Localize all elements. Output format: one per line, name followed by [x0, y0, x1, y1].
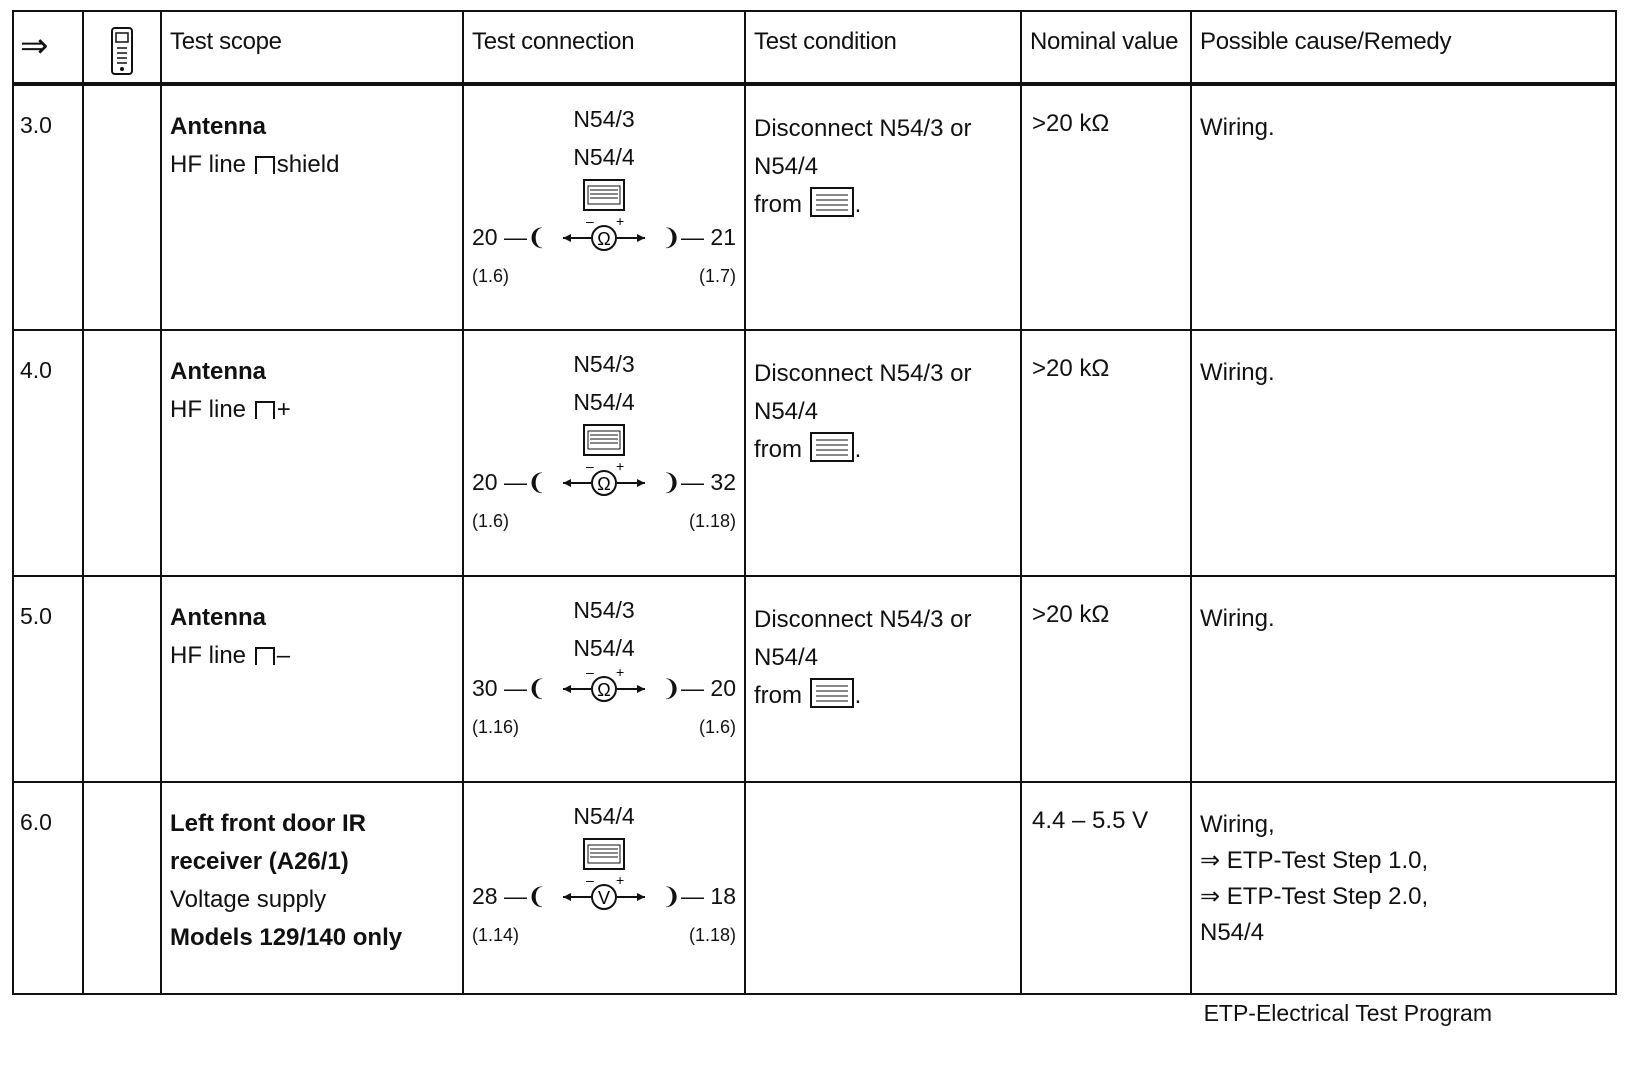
svg-text:Ω: Ω [597, 229, 611, 249]
scope-models: Models 129/140 only [170, 924, 403, 951]
step-number: 3.0 [20, 112, 52, 138]
right-pin-ref: (1.18) [688, 925, 736, 945]
scope-detail: HF line shield [170, 151, 340, 178]
scope-title: receiver (A26/1) [170, 848, 349, 875]
header-possible-cause: Possible cause/Remedy [1200, 28, 1452, 55]
header-tester-cell [83, 11, 161, 84]
svg-text:–: – [586, 875, 594, 888]
svg-text:–: – [586, 667, 594, 680]
left-pin: 20 —❨ [472, 224, 547, 250]
box-symbol-icon [255, 401, 275, 419]
connector-label: N54/4 [573, 803, 635, 829]
connector-label: N54/3 [573, 106, 635, 132]
test-scope [162, 783, 462, 957]
box-symbol-icon [255, 156, 275, 174]
left-pin: 28 —❨ [472, 883, 547, 909]
header-test-condition: Test condition [754, 28, 897, 55]
svg-text:+: + [616, 216, 625, 229]
cause-line: Wiring, [1200, 811, 1275, 838]
test-condition: Disconnect N54/3 or N54/4 from . [754, 360, 972, 463]
step-number: 5.0 [20, 603, 52, 629]
scope-title: Antenna [170, 113, 266, 140]
control-unit-icon [809, 677, 855, 709]
nominal-value: 4.4 – 5.5 V [1032, 807, 1149, 834]
box-symbol-icon [255, 647, 275, 665]
tester-cell [83, 84, 161, 330]
test-condition: Disconnect N54/3 or N54/4 from . [754, 606, 972, 709]
left-pin-ref: (1.6) [472, 266, 510, 286]
table-row [13, 330, 1616, 576]
test-scope [162, 86, 462, 184]
svg-text:–: – [586, 216, 594, 229]
test-table [12, 10, 1617, 995]
left-pin-ref: (1.16) [472, 717, 520, 737]
svg-text:V: V [597, 888, 611, 908]
possible-cause: Wiring. [1200, 605, 1275, 632]
right-pin: ❩— 21 [661, 224, 736, 250]
svg-text:+: + [616, 461, 625, 474]
footer-title: ETP-Electrical Test Program [1203, 1000, 1492, 1026]
connector-label: N54/4 [573, 144, 635, 170]
cause-link[interactable]: ⇒ ETP-Test Step 1.0, [1200, 847, 1429, 874]
right-pin-ref: (1.18) [688, 511, 736, 531]
condition-from: from [754, 436, 802, 463]
svg-text:+: + [616, 875, 625, 888]
nominal-value: >20 kΩ [1032, 601, 1110, 628]
test-scope [162, 331, 462, 429]
ohmmeter-icon [559, 461, 649, 505]
tester-cell [83, 782, 161, 994]
possible-cause [1192, 783, 1615, 951]
tester-cell [83, 330, 161, 576]
cause-line: N54/4 [1200, 919, 1265, 946]
step-number: 6.0 [20, 809, 52, 835]
left-pin-ref: (1.6) [472, 511, 510, 531]
svg-text:–: – [586, 461, 594, 474]
connector-label: N54/4 [573, 389, 635, 415]
control-unit-icon [809, 431, 855, 463]
test-connection [464, 577, 744, 741]
connector-label: N54/3 [573, 351, 635, 377]
svg-text:Ω: Ω [597, 680, 611, 700]
svg-text:Ω: Ω [597, 474, 611, 494]
ohmmeter-icon [559, 667, 649, 711]
table-header [13, 11, 1616, 84]
left-pin-ref: (1.14) [472, 925, 520, 945]
scope-detail: Voltage supply [170, 886, 327, 913]
cause-link[interactable]: ⇒ ETP-Test Step 2.0, [1200, 883, 1429, 910]
right-pin-ref: (1.6) [698, 717, 736, 737]
control-unit-icon [809, 186, 855, 218]
nominal-value: >20 kΩ [1032, 110, 1110, 137]
possible-cause: Wiring. [1200, 114, 1275, 141]
multimeter-icon [109, 26, 135, 76]
step-number: 4.0 [20, 357, 52, 383]
scope-title: Antenna [170, 358, 266, 385]
nominal-value: >20 kΩ [1032, 355, 1110, 382]
control-unit-icon [582, 423, 626, 457]
voltmeter-icon [559, 875, 649, 919]
left-pin: 20 —❨ [472, 469, 547, 495]
test-condition [745, 782, 1021, 994]
condition-from: from [754, 682, 802, 709]
test-condition: Disconnect N54/3 or N54/4 from . [754, 115, 972, 218]
condition-text: Disconnect N54/3 or N54/4 [754, 115, 972, 180]
left-pin: 30 —❨ [472, 675, 547, 701]
header-test-scope: Test scope [170, 28, 282, 55]
control-unit-icon [582, 837, 626, 871]
ohmmeter-icon [559, 216, 649, 260]
double-arrow-right-icon: ⇒ [20, 27, 49, 65]
scope-detail: HF line + [170, 396, 291, 423]
scope-detail: HF line – [170, 642, 291, 669]
condition-text: Disconnect N54/3 or N54/4 [754, 360, 972, 425]
tester-cell [83, 576, 161, 782]
possible-cause: Wiring. [1200, 359, 1275, 386]
right-pin: ❩— 18 [661, 883, 736, 909]
right-pin: ❩— 20 [661, 675, 736, 701]
connector-label: N54/4 [573, 635, 635, 661]
test-connection [464, 331, 744, 535]
test-connection [464, 86, 744, 290]
right-pin: ❩— 32 [661, 469, 736, 495]
test-scope [162, 577, 462, 675]
scope-title: Antenna [170, 604, 266, 631]
header-nominal-value: Nominal value [1030, 28, 1179, 55]
header-test-connection: Test connection [472, 28, 635, 55]
table-row [13, 782, 1616, 994]
control-unit-icon [582, 178, 626, 212]
connector-label: N54/3 [573, 597, 635, 623]
right-pin-ref: (1.7) [698, 266, 736, 286]
svg-text:+: + [616, 667, 625, 680]
table-row [13, 84, 1616, 330]
header-arrow-cell [13, 11, 83, 84]
table-row [13, 576, 1616, 782]
condition-text: Disconnect N54/3 or N54/4 [754, 606, 972, 671]
condition-from: from [754, 191, 802, 218]
scope-title: Left front door IR [170, 810, 366, 837]
test-connection [464, 783, 744, 949]
